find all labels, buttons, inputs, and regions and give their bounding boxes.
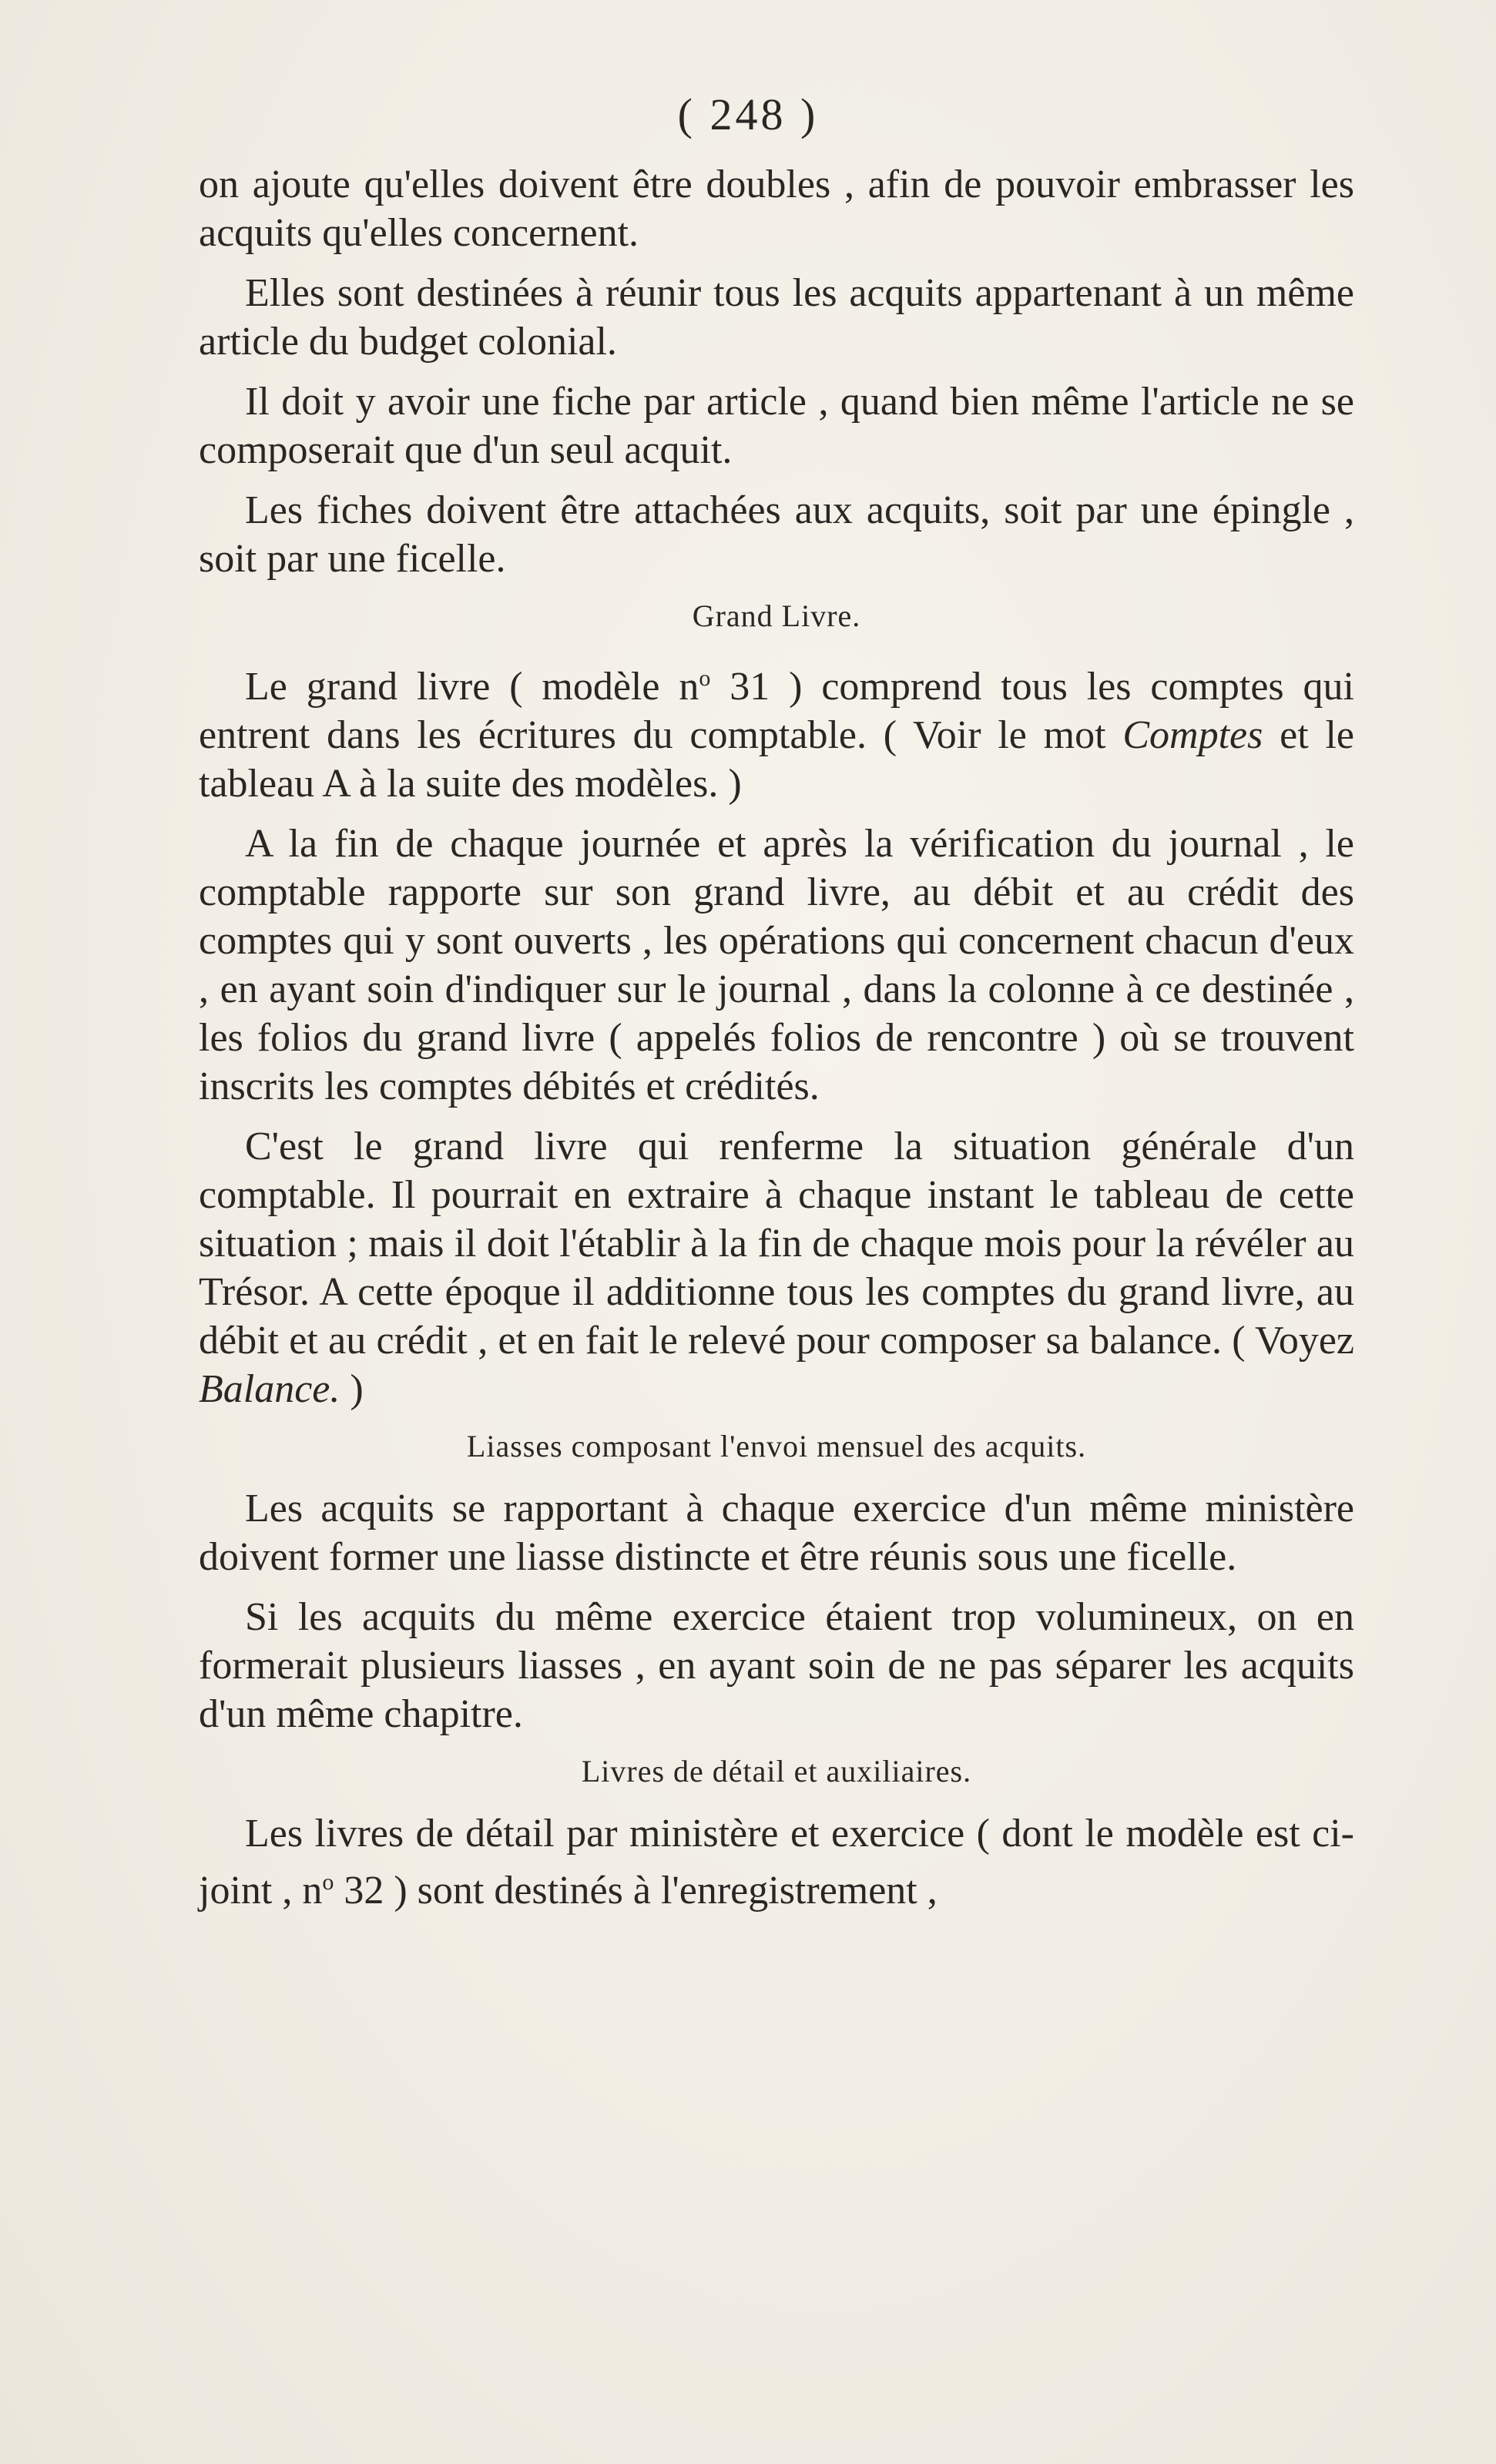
text-run: Le grand livre ( modèle n bbox=[245, 665, 699, 709]
superscript: o bbox=[322, 1869, 334, 1895]
page-number: ( 248 ) bbox=[677, 89, 819, 139]
text-run: 31 ) comprend tous les comptes qui entrent dans les écritures du comptable. ( Voir le mot bbox=[199, 665, 1354, 757]
page-body bbox=[199, 160, 1354, 1926]
paragraph-daily-posting: A la fin de chaque journée et après la vérification du journal , le comptable rapporte sur son grand livre, au débit et au crédit des comptes qui y sont ouverts , les opérations qui concernent chacun d'eux , en ayant soin d'indiquer sur le journal , dans la colonne à ce destinée , les folios du grand livre ( appelés folios de rencontre ) où se trouvent inscrits les comptes débités et crédités. bbox=[199, 822, 1354, 1108]
italic-term: Comptes bbox=[1122, 713, 1263, 757]
paragraph-fiche-per-article: Il doit y avoir une fiche par article , quand bien même l'article ne se composerait que d'un seul acquit. bbox=[199, 380, 1354, 472]
italic-term: Balance. bbox=[199, 1367, 340, 1411]
paragraph-liasse-distincte: Les acquits se rapportant à chaque exercice d'un même ministère doivent former une liasse distincte et être réunis sous une ficelle. bbox=[199, 1487, 1354, 1579]
paragraph-fiches-purpose: Elles sont destinées à réunir tous les acquits appartenant à un même article du budget colonial. bbox=[199, 271, 1354, 364]
text-run: 32 ) sont destinés à l'enregistrement , bbox=[334, 1869, 938, 1913]
paragraph-situation-generale bbox=[199, 1122, 1354, 1413]
text-run: Les livres de détail par ministère et exercice ( dont le modèle est ci-joint , n bbox=[199, 1812, 1354, 1913]
text-run: et le tableau A à la suite des modèles. ) bbox=[199, 713, 1354, 806]
paragraph-fiches-attachment: Les fiches doivent être attachées aux acquits, soit par une épingle , soit par une ficelle. bbox=[199, 488, 1354, 581]
text-run: ) bbox=[340, 1367, 364, 1411]
paragraph-plusieurs-liasses: Si les acquits du même exercice étaient trop volumineux, on en formerait plusieurs liasses , en ayant soin de ne pas séparer les acquits d'un même chapitre. bbox=[199, 1595, 1354, 1736]
paragraph-continuation: on ajoute qu'elles doivent être doubles , afin de pouvoir embrasser les acquits qu'elles concernent. bbox=[199, 163, 1354, 255]
section-heading-grand-livre: Grand Livre. bbox=[692, 598, 861, 633]
paragraph-grand-livre-model bbox=[199, 654, 1354, 808]
superscript: o bbox=[699, 665, 711, 691]
section-heading-livres-detail: Livres de détail et auxiliaires. bbox=[581, 1754, 972, 1788]
paragraph-livres-detail bbox=[199, 1809, 1354, 1915]
text-run: C'est le grand livre qui renferme la situation générale d'un comptable. Il pourrait en extraire à chaque instant le tableau de cette situation ; mais il doit l'établir à la fin de chaque mois pour la révéler au Trésor. A cette époque il additionne tous les comptes du grand livre, au débit et au crédit , et en fait le relevé pour composer sa balance. ( Voyez bbox=[199, 1125, 1354, 1363]
section-heading-liasses: Liasses composant l'envoi mensuel des acquits. bbox=[466, 1429, 1087, 1463]
